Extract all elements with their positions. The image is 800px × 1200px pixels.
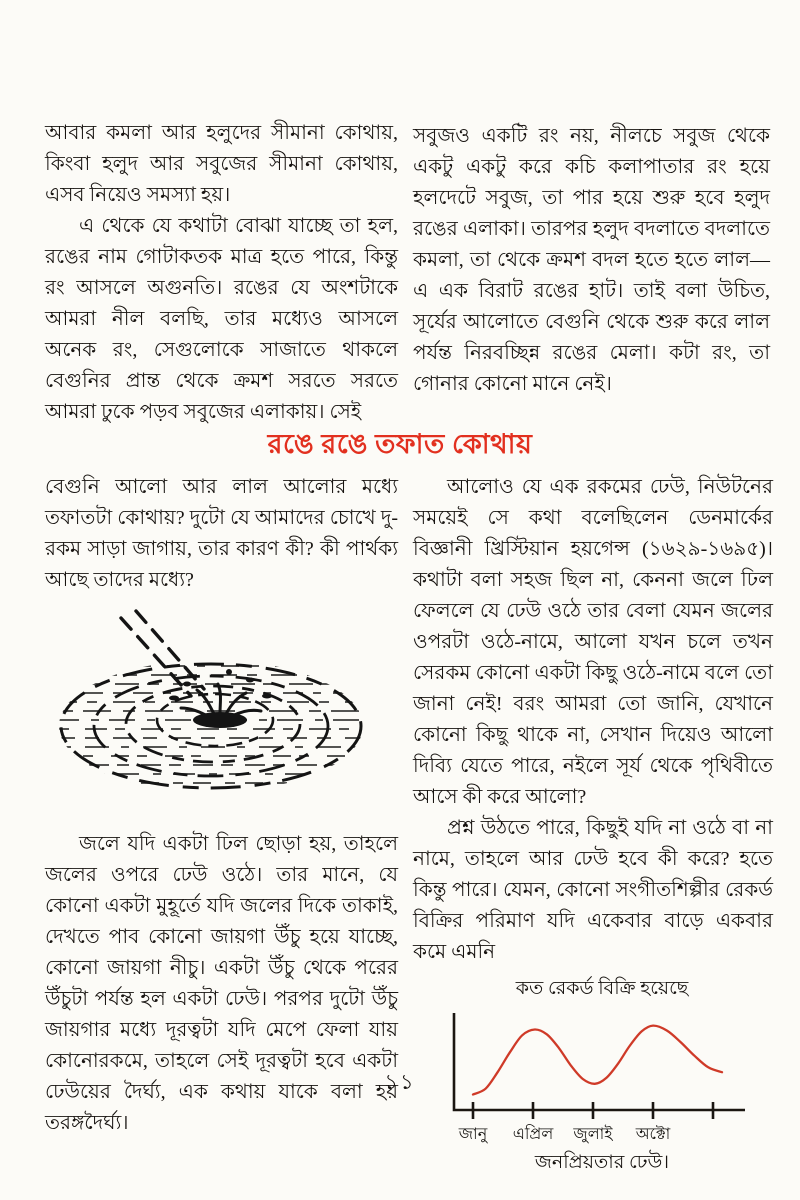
paragraph: বেগুনি আলো আর লাল আলোর মধ্যে তফাতটা কোথায়? দুটো যে আমাদের চোখে দু-রকম সাড়া জাগায়, তার কারণ কী? কী পার্থক্য আছে তাদের মধ্যে? [45, 476, 398, 591]
paragraph: এ থেকে যে কথাটা বোঝা যাচ্ছে তা হল, রঙের নাম গোটাকতক মাত্র হতে পারে, কিন্তু রং আসলে অগুনতি। রঙের যে অংশটাকে আমরা নীল বলছি, তার মধ্যেও আসলে অনেক রং, সেগুলোকে সাজাতে থাকলে বেগুনির প্রান্ত থেকে ক্রমশ সরতে সরতে আমরা ঢুকে পড়ব সবুজের এলাকায়। সেই [45, 215, 398, 423]
top-right-column [413, 121, 770, 400]
paragraph: আবার কমলা আর হলুদের সীমানা কোথায়, কিংবা হলুদ আর সবুজের সীমানা কোথায়, এসব নিয়েও সমস্যা হয়। [45, 122, 398, 206]
splash-ripples-illustration-icon [43, 604, 388, 819]
splash-ripples-figure [43, 604, 388, 819]
chart-title: কত রেকর্ড বিক্রি হয়েছে [515, 978, 689, 999]
page-number: ১১ [384, 1070, 416, 1094]
x-tick-label: জুলাই [573, 1126, 613, 1143]
x-tick-label: অক্টো [635, 1126, 671, 1143]
paragraph: প্রশ্ন উঠতে পারে, কিছুই যদি না ওঠে বা না নামে, তাহলে আর ঢেউ হবে কী করে? হতে কিন্তু পারে। যেমন, কোনো সংগীতশিল্পীর রেকর্ড বিক্রির পরিমাণ যদি একেবার বাড়ে একবার কমে এমনি [413, 817, 773, 963]
section-heading: রঙে রঙে তফাত কোথায় [267, 429, 533, 459]
paragraph: সবুজও একটি রং নয়, নীলচে সবুজ থেকে একটু একটু করে কচি কলাপাতার রং হয়ে হলদেটে সবুজ, তা পার হয়ে শুরু হবে হলুদ রঙের এলাকা। তারপর হলুদ বদলাতে বদলাতে কমলা, তা থেকে ক্রমশ বদল হতে হতে লাল—এ এক বিরাট রঙের হাট। তাই বলা উচিত, সূর্যের আলোতে বেগুনি থেকে শুরু করে লাল পর্যন্ত নিরবচ্ছিন্ন রঙের মেলা। কটা রং, তা গোনার কোনো মানে নেই। [413, 125, 770, 395]
chart-caption: জনপ্রিয়তার ঢেউ। [534, 1152, 670, 1173]
top-left-column [45, 118, 398, 428]
paragraph: জলে যদি একটা ঢিল ছোড়া হয়, তাহলে জলের ওপরে ঢেউ ওঠে। তার মানে, যে কোনো একটা মুহূর্তে যদি জলের দিকে তাকাই, দেখতে পাব কোনো জায়গা উঁচু হয়ে যাচ্ছে, কোনো জায়গা নীচু। একটা উঁচু থেকে পরের উঁচুটা পর্যন্ত হল একটা ঢেউ। পরপর দুটো উঁচু জায়গার মধ্যে দূরত্বটা যদি মেপে ফেলা যায় কোনোরকমে, তাহলে সেই দূরত্বটা হবে একটা ঢেউয়ের দৈর্ঘ্য, এক কথায় যাকে বলা হয় তরঙ্গদৈর্ঘ্য। [45, 833, 398, 1134]
body-left-column [45, 472, 398, 1139]
paragraph: আলোও যে এক রকমের ঢেউ, নিউটনের সময়েই সে কথা বলেছিলেন ডেনমার্কের বিজ্ঞানী খ্রিস্টিয়ান হয়গেন্স (১৬২৯-১৬৯৫)। কথাটা বলা সহজ ছিল না, কেননা জলে ঢিল ফেললে যে ঢেউ ওঠে তার বেলা যেমন জলের ওপরটা ওঠে-নামে, আলো যখন চলে তখন সেরকম কোনো একটা কিছু ওঠে-নামে বলে তো জানা নেই! বরং আমরা তো জানি, যেখানে কোনো কিছু থাকে না, সেখান দিয়েও আলো দিব্যি যেতে পারে, নইলে সূর্য থেকে পৃথিবীতে আসে কী করে আলো? [413, 476, 773, 808]
x-tick-label: জানু [458, 1126, 488, 1143]
x-tick-label: এপ্রিল [512, 1126, 554, 1143]
